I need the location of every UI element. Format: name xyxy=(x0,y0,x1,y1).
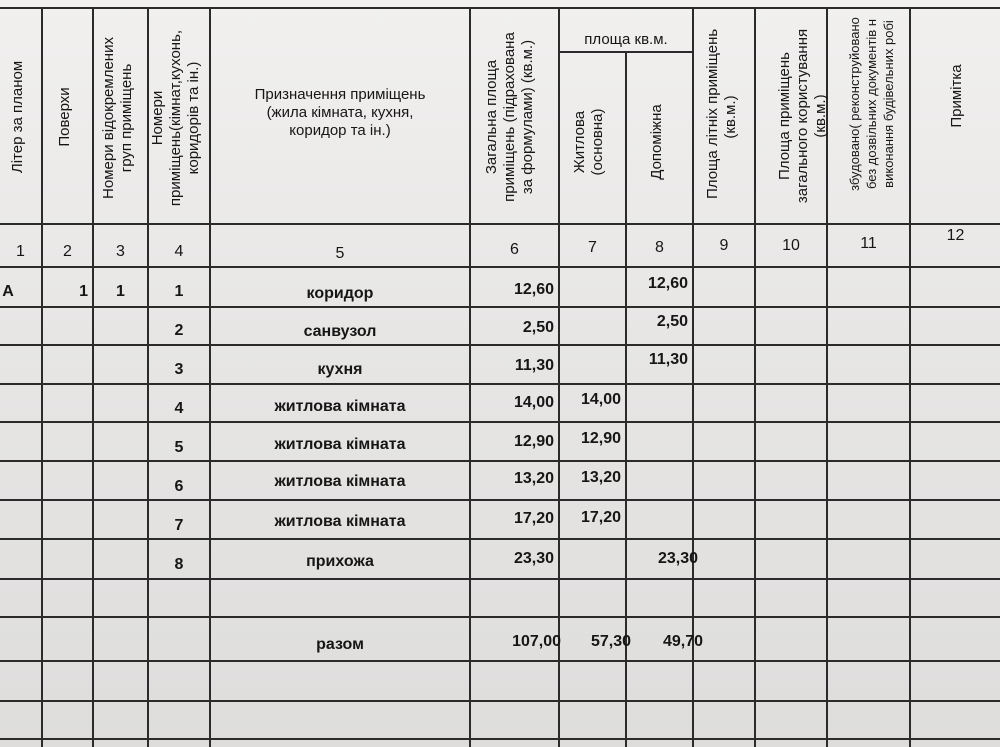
col-number-12: 12 xyxy=(946,227,965,244)
total-aux: 49,70 xyxy=(662,633,703,650)
cell-name: житлова кімната xyxy=(274,398,406,415)
col-number-2: 2 xyxy=(63,243,72,260)
cell-group: 1 xyxy=(116,283,125,300)
header-total-area: Загальна площа приміщень (підрахована за формулами) (кв.м.) xyxy=(483,32,536,202)
col-number-8: 8 xyxy=(655,239,664,256)
cell-living xyxy=(560,276,625,304)
header-area-group: площа кв.м. xyxy=(584,31,668,48)
col-number-6: 6 xyxy=(510,241,519,258)
cell-room: 7 xyxy=(174,517,184,534)
rule-col-11 xyxy=(909,7,911,747)
col-number-9: 9 xyxy=(719,237,729,254)
col-number-11: 11 xyxy=(860,235,877,252)
cell-aux xyxy=(627,504,692,532)
cell-living: 12,90 xyxy=(580,430,621,447)
total-label: разом xyxy=(316,636,364,653)
cell-living: 14,00 xyxy=(580,391,621,408)
cell-aux xyxy=(627,464,692,492)
cell-room: 1 xyxy=(174,283,184,300)
cell-aux xyxy=(627,425,692,453)
header-auxiliary: Допоміжна xyxy=(648,104,665,180)
cell-living: 13,20 xyxy=(580,469,621,486)
col-number-4: 4 xyxy=(174,243,184,260)
rule-header-bottom xyxy=(0,223,1000,225)
cell-liter: А xyxy=(2,283,14,300)
cell-total: 13,20 xyxy=(513,470,554,487)
header-living: Житлова (основна) xyxy=(571,108,606,176)
rule-blank-2 xyxy=(0,700,1000,702)
cell-aux: 12,60 xyxy=(647,275,688,292)
cell-aux xyxy=(627,386,692,414)
header-unauthorized: збудовано( реконструйовано без дозвільних документів н виконання будівельних робі xyxy=(847,17,896,191)
cell-name: санвузол xyxy=(303,323,377,340)
header-purpose: Призначення приміщень (жила кімната, кухня, коридор та ін.) xyxy=(254,86,426,139)
cell-aux: 2,50 xyxy=(656,313,688,330)
col-number-5: 5 xyxy=(335,245,345,262)
cell-room: 6 xyxy=(174,478,184,495)
cell-living xyxy=(560,352,625,380)
cell-name: житлова кімната xyxy=(274,513,406,530)
rule-row-1 xyxy=(0,306,1000,308)
cell-room: 5 xyxy=(174,439,184,456)
col-number-10: 10 xyxy=(782,237,800,254)
cell-name: кухня xyxy=(317,361,363,378)
cell-aux: 23,30 xyxy=(657,550,698,567)
rule-numbers-bottom xyxy=(0,266,1000,268)
header-note: Примітка xyxy=(948,64,965,128)
cell-room: 8 xyxy=(174,556,184,573)
rule-bottom xyxy=(0,738,1000,740)
rule-total xyxy=(0,660,1000,662)
rule-col-2 xyxy=(92,7,94,747)
header-rooms: Номери приміщень(кімнат,кухонь, коридорів та ін.) xyxy=(149,29,202,207)
cell-room: 3 xyxy=(174,361,184,378)
rule-col-9 xyxy=(754,7,756,747)
header-summer: Площа літніх приміщень (кв.м.) xyxy=(704,28,739,199)
cell-living: 17,20 xyxy=(580,509,621,526)
total-area: 107,00 xyxy=(512,633,561,650)
cell-total: 12,60 xyxy=(513,281,554,298)
header-groups: Номери відокремлених груп приміщень xyxy=(100,37,135,199)
cell-total: 23,30 xyxy=(513,550,554,567)
col-number-1: 1 xyxy=(16,243,25,260)
cell-name: прихожа xyxy=(306,553,374,570)
rule-col-1 xyxy=(41,7,43,747)
cell-total: 12,90 xyxy=(513,433,554,450)
rule-blank-1 xyxy=(0,616,1000,618)
cell-living xyxy=(560,545,625,573)
cell-total: 11,30 xyxy=(514,357,554,374)
cell-room: 2 xyxy=(174,322,184,339)
header-floors: Поверхи xyxy=(56,87,73,147)
cell-aux: 11,30 xyxy=(648,351,688,368)
cell-name: житлова кімната xyxy=(274,473,406,490)
total-living: 57,30 xyxy=(590,633,631,650)
header-common: Площа приміщень загального користування (кв.м.) xyxy=(776,28,829,204)
cell-total: 14,00 xyxy=(513,394,554,411)
cell-name: житлова кімната xyxy=(274,436,406,453)
cell-total: 17,20 xyxy=(513,510,554,527)
header-liter: Літер за планом xyxy=(9,60,26,174)
cell-name: коридор xyxy=(306,285,374,302)
cell-floor: 1 xyxy=(79,283,88,300)
cell-total: 2,50 xyxy=(522,319,554,336)
cell-room: 4 xyxy=(174,400,184,417)
cell-living xyxy=(560,314,625,342)
col-number-3: 3 xyxy=(116,243,125,260)
col-number-7: 7 xyxy=(588,239,597,256)
